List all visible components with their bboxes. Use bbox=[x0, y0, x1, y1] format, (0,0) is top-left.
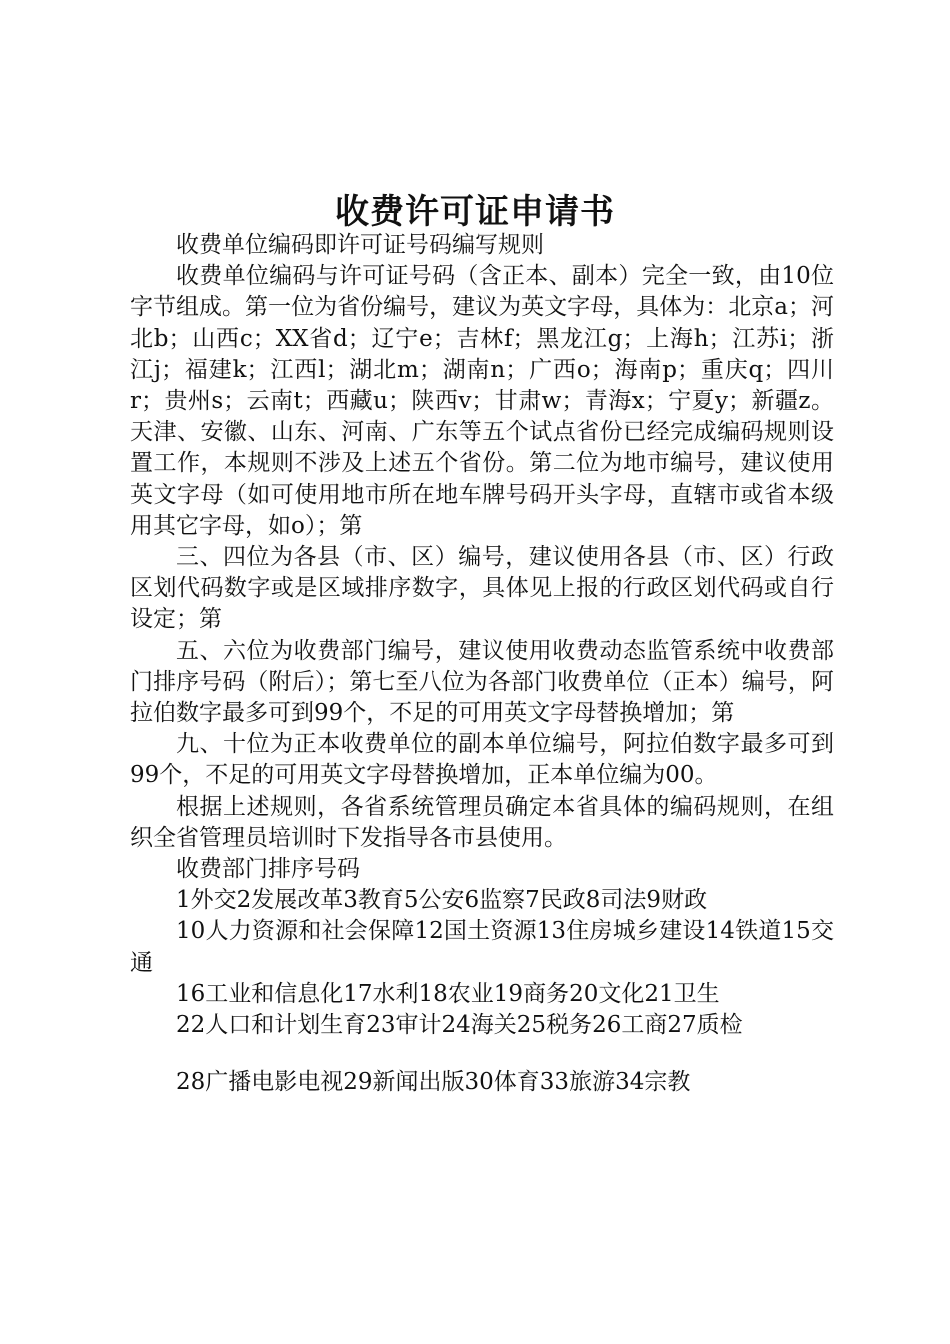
paragraph-province-rule: 收费单位编码与许可证号码（含正本、副本）完全一致，由10位字节组成。第一位为省份编号，建议为英文字母，具体为：北京a；河北b；山西c；XX省d；辽宁e；吉林f；黑龙江g；上海h；江苏i；浙江j；福建k；江西l；湖北m；湖南n；广西o；海南p；重庆q；四川r；贵州s；云南t；西藏u；陕西v；甘肃w；青海x；宁夏y；新疆z。天津、安徽、山东、河南、广东等五个试点省份已经完成编码规则设置工作，本规则不涉及上述五个省份。第二位为地市编号，建议使用英文字母（如可使用地市所在地车牌号码开头字母，直辖市或省本级用其它字母，如o）；第 bbox=[130, 263, 834, 539]
paragraph-department-rule: 五、六位为收费部门编号，建议使用收费动态监管系统中收费部门排序号码（附后）；第七至八位为各部门收费单位（正本）编号，阿拉伯数字最多可到99个，不足的可用英文字母替换增加；第 bbox=[130, 637, 834, 727]
department-code-line-3: 16工业和信息化17水利18农业19商务20文化21卫生 bbox=[176, 980, 720, 1007]
document-body bbox=[130, 230, 834, 1098]
paragraph-county-rule: 三、四位为各县（市、区）编号，建议使用各县（市、区）行政区划代码数字或是区域排序数字，具体见上报的行政区划代码或自行设定；第 bbox=[130, 544, 834, 633]
paragraph-copy-rule: 九、十位为正本收费单位的副本单位编号，阿拉伯数字最多可到99个，不足的可用英文字母替换增加，正本单位编为00。 bbox=[130, 731, 834, 789]
rule-heading: 收费单位编码即许可证号码编写规则 bbox=[176, 232, 544, 258]
paragraph-implementation: 根据上述规则，各省系统管理员确定本省具体的编码规则，在组织全省管理员培训时下发指导各市县使用。 bbox=[130, 793, 834, 851]
document-title: 收费许可证申请书 bbox=[335, 192, 615, 232]
department-code-line-5: 28广播电影电视29新闻出版30体育33旅游34宗教 bbox=[176, 1069, 691, 1096]
department-code-line-1: 1外交2发展改革3教育5公安6监察7民政8司法9财政 bbox=[176, 887, 708, 914]
department-code-heading: 收费部门排序号码 bbox=[176, 856, 360, 883]
department-code-line-2: 10人力资源和社会保障12国土资源13住房城乡建设14铁道15交通 bbox=[130, 918, 834, 976]
department-code-line-4: 22人口和计划生育23审计24海关25税务26工商27质检 bbox=[176, 1012, 743, 1039]
